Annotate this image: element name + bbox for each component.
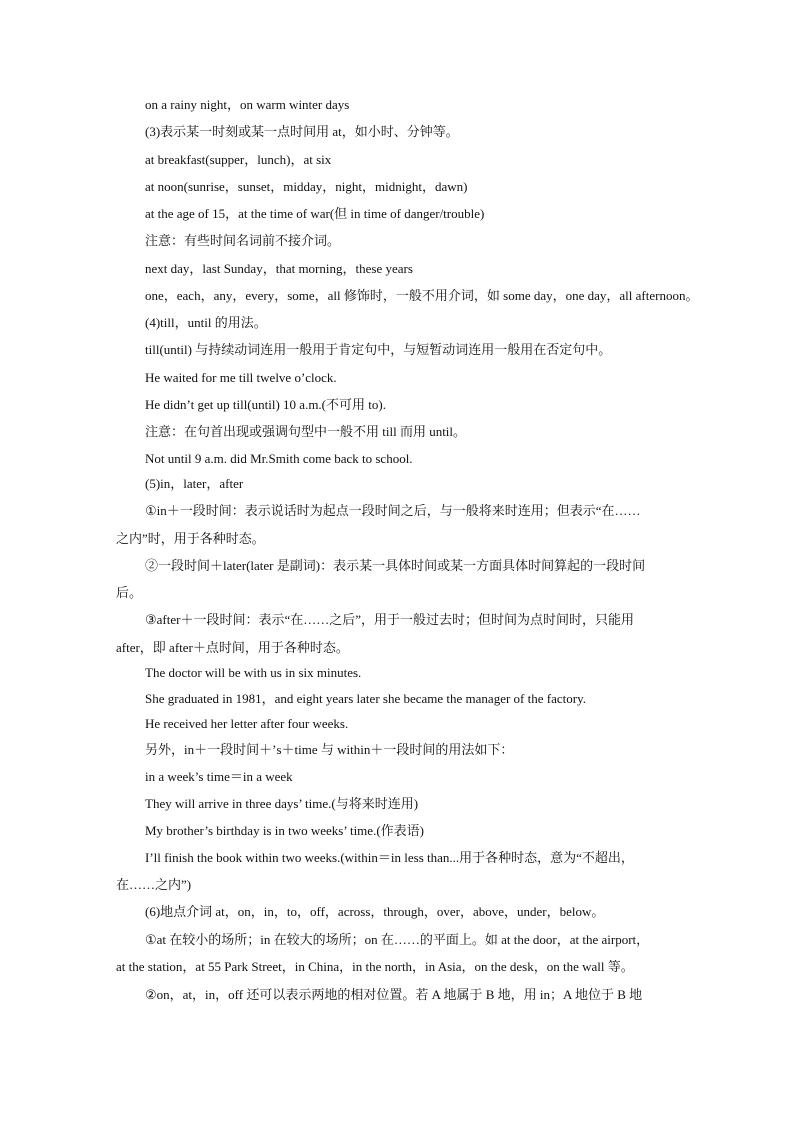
example-line: He received her letter after four weeks. [145,716,349,731]
text-line: ②on，at，in，off 还可以表示两地的相对位置。若 A 地属于 B 地，用 in；A 地位于 B 地 [145,987,643,1002]
example-line: The doctor will be with us in six minutes. [145,665,362,680]
section-heading: (6)地点介词 at，on，in，to，off，across，through，over，above，under，below。 [145,904,605,919]
text-line: (3)表示某一时刻或某一点时间用 at，如小时、分钟等。 [145,124,459,139]
example-line: My brother’s birthday is in two weeks’ time.(作表语) [145,823,424,838]
text-line: at the station，at 55 Park Street，in China，in the north，in Asia，on the desk，on the wall 等。 [116,959,634,974]
text-line: on a rainy night，on warm winter days [145,97,350,112]
example-line: He didn’t get up till(until) 10 a.m.(不可用 to). [145,397,386,412]
text-line: ①at 在较小的场所；in 在较大的场所；on 在……的平面上。如 at the door，at the airport， [145,932,650,947]
example-line: She graduated in 1981，and eight years later she became the manager of the factory. [145,691,586,706]
text-line: after，即 after＋点时间，用于各种时态。 [116,640,349,655]
text-line: 后。 [116,585,143,600]
text-line: next day，last Sunday，that morning，these years [145,261,413,276]
text-line: at breakfast(supper，lunch)，at six [145,152,332,167]
text-line: ③after＋一段时间：表示“在……之后”，用于一般过去时；但时间为点时间时，只能用 [145,612,635,627]
example-line: Not until 9 a.m. did Mr.Smith come back to school. [145,451,413,466]
note-line: 注意：有些时间名词前不接介词。 [145,233,341,248]
example-line: They will arrive in three days’ time.(与将来时连用) [145,796,419,811]
note-line: 注意：在句首出现或强调句型中一般不用 till 而用 until。 [145,424,467,439]
text-line: till(until) 与持续动词连用一般用于肯定句中，与短暂动词连用一般用在否定句中。 [145,342,612,357]
text-line: ①in＋一段时间：表示说话时为起点一段时间之后，与一般将来时连用；但表示“在…… [145,503,641,518]
section-heading: (5)in，later，after [145,476,244,491]
text-line: one，each，any，every，some，all 修饰时，一般不用介词，如 some day，one day，all afternoon。 [145,288,699,303]
text-line: 另外，in＋一段时间＋’s＋time 与 within＋一段时间的用法如下： [145,742,514,757]
example-line: He waited for me till twelve o’clock. [145,370,337,385]
example-line: I’ll finish the book within two weeks.(within＝in less than...用于各种时态，意为“不超出， [145,850,634,865]
section-heading: (4)till，until 的用法。 [145,315,267,330]
text-line: ②一段时间＋later(later 是副词)：表示某一具体时间或某一方面具体时间算起的一段时间 [145,558,646,573]
text-line: 之内”时，用于各种时态。 [116,531,265,546]
text-line: at the age of 15，at the time of war(但 in time of danger/trouble) [145,206,485,221]
example-line: in a week’s time＝in a week [145,769,293,784]
text-line: at noon(sunrise，sunset，midday，night，midnight，dawn) [145,179,468,194]
example-line: 在……之内”) [116,877,192,892]
